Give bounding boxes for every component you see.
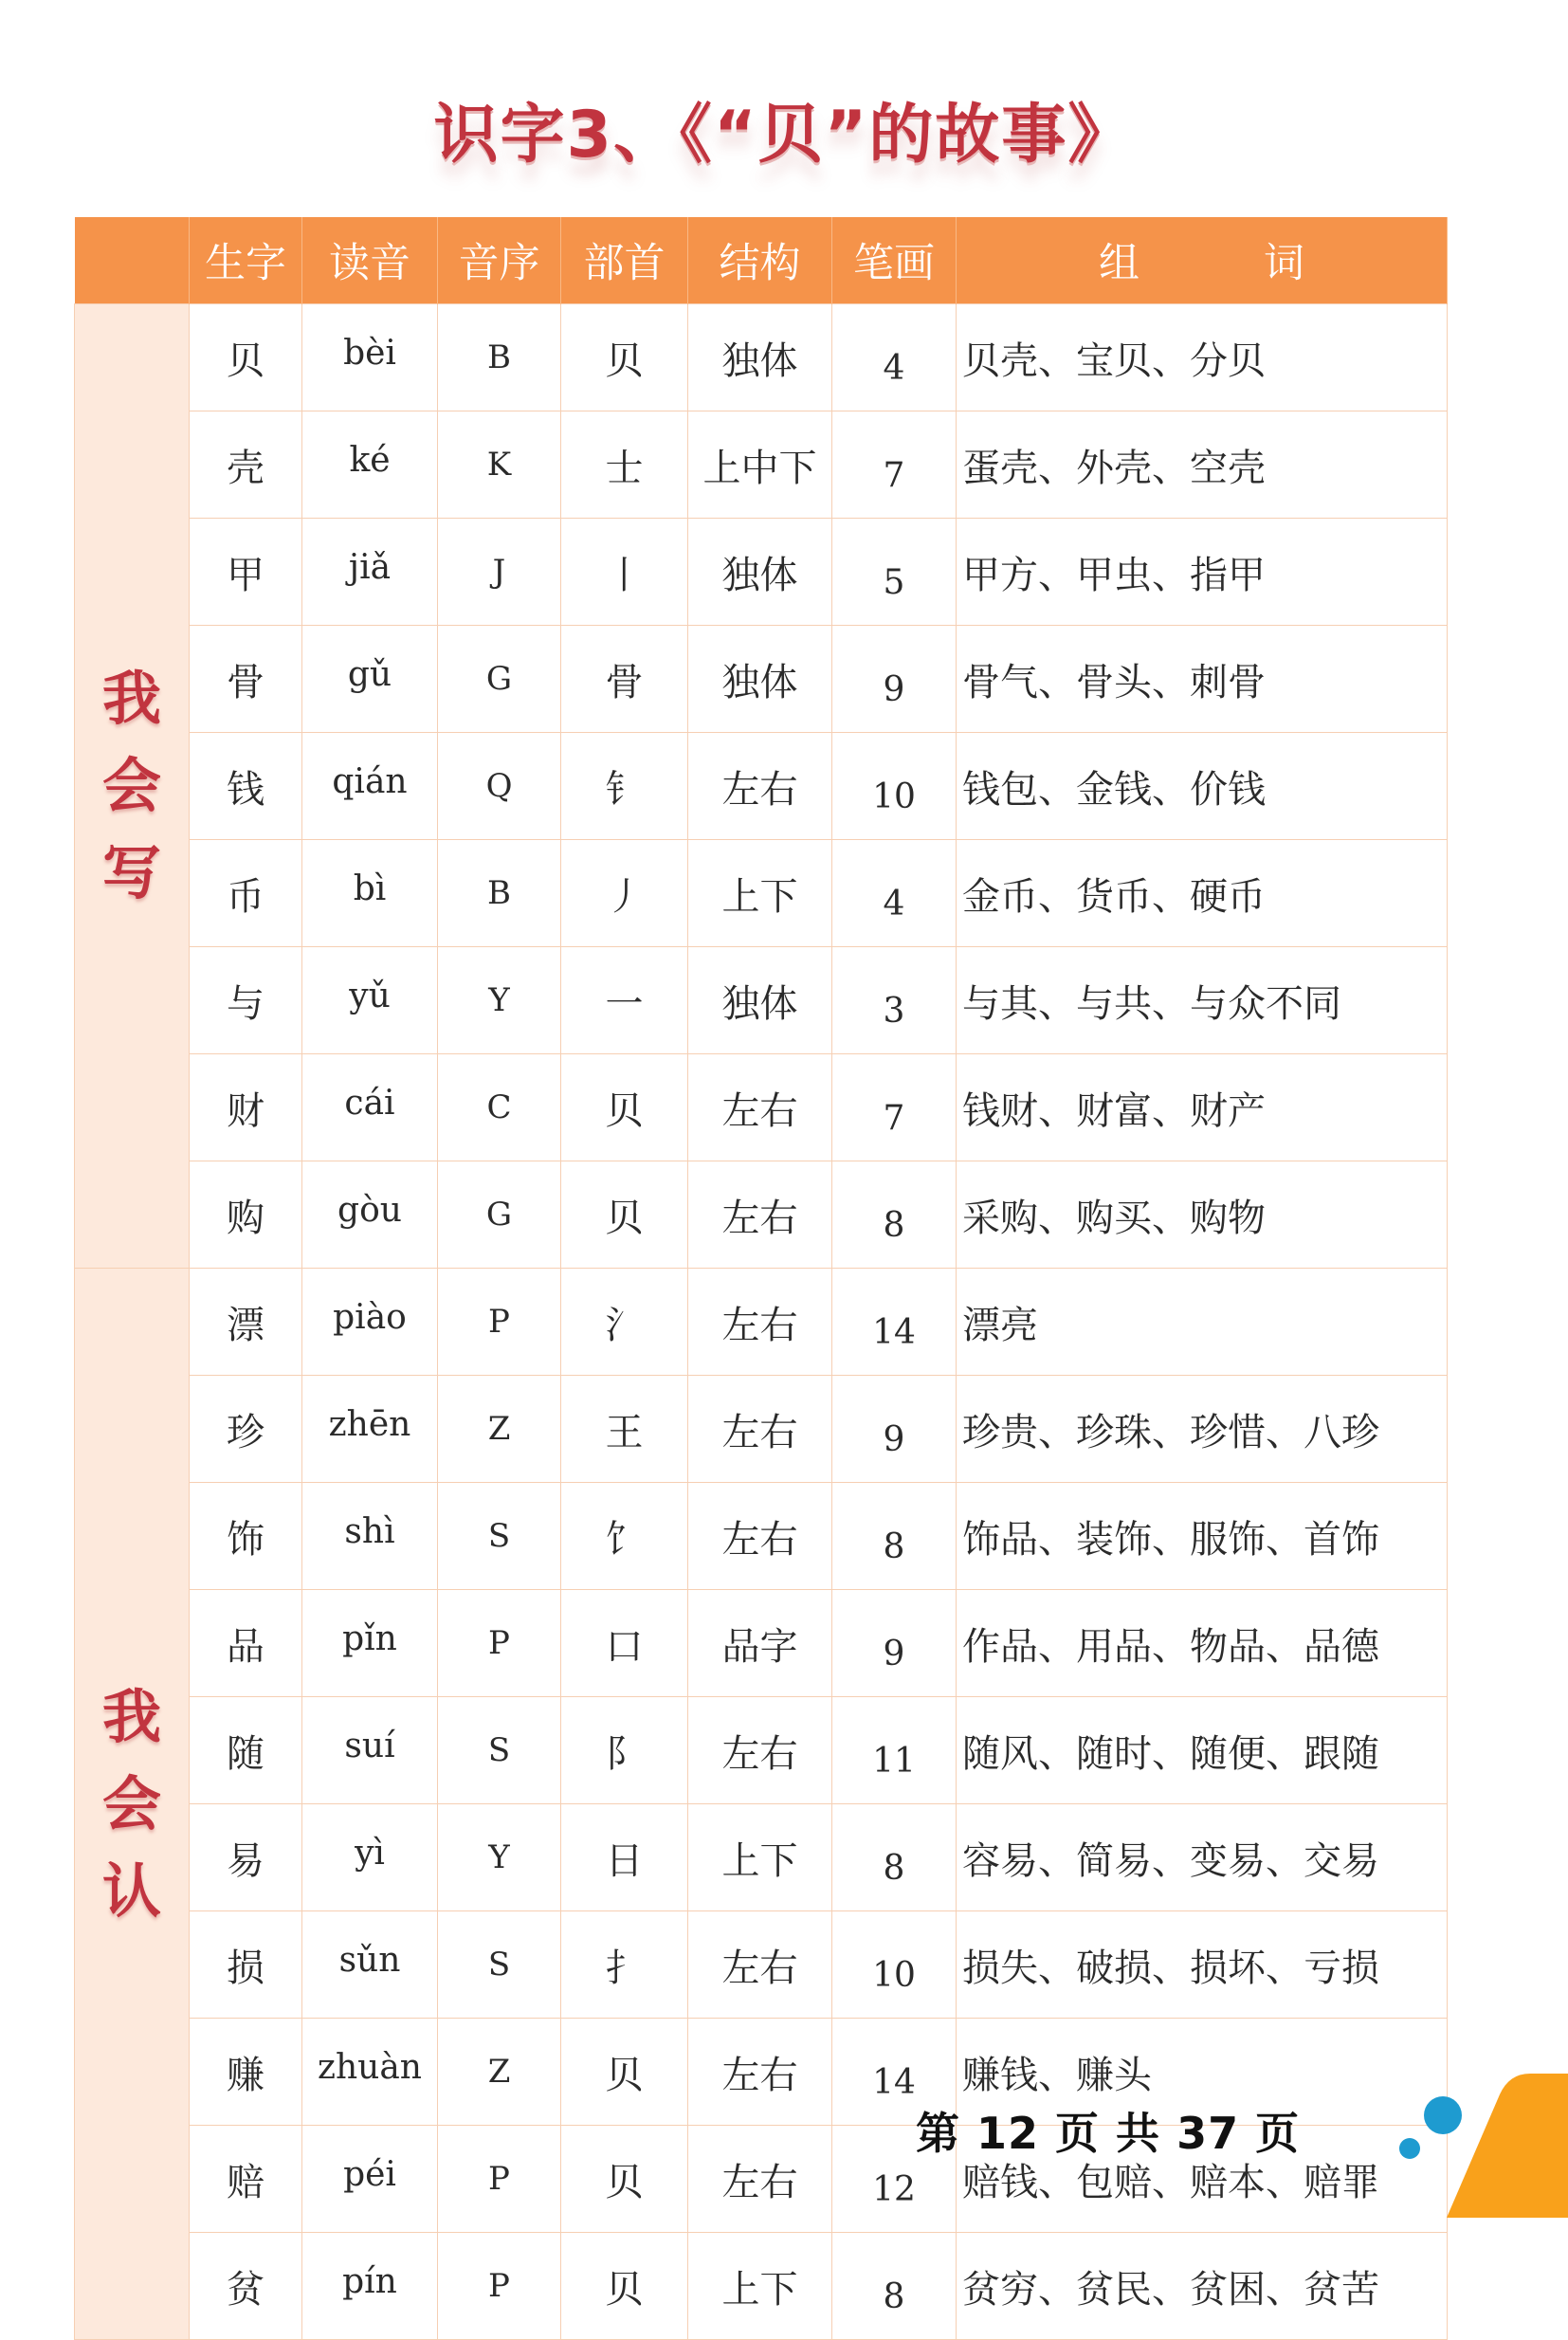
cell-letter: Z [438, 2019, 561, 2126]
cell-radical: 口 [561, 1590, 688, 1697]
table-row [75, 1054, 1448, 1161]
cell-letter: Z [438, 1376, 561, 1483]
cell-pinyin: ké [302, 411, 438, 519]
cell-strokes: 8 [832, 1804, 957, 1911]
cell-letter: S [438, 1911, 561, 2019]
cell-words: 甲方、甲虫、指甲 [957, 519, 1448, 626]
table-row [75, 411, 1448, 519]
cell-structure: 独体 [688, 947, 832, 1054]
cell-letter: K [438, 411, 561, 519]
cell-words: 采购、购买、购物 [957, 1161, 1448, 1269]
cell-radical: 丨 [561, 519, 688, 626]
cell-strokes: 3 [832, 947, 957, 1054]
cell-words: 珍贵、珍珠、珍惜、八珍 [957, 1376, 1448, 1483]
table-row [75, 840, 1448, 947]
cell-letter: J [438, 519, 561, 626]
cell-strokes: 11 [832, 1697, 957, 1804]
cell-char: 财 [190, 1054, 302, 1161]
cell-structure: 左右 [688, 1161, 832, 1269]
table-row [75, 2233, 1448, 2340]
cell-letter: P [438, 2233, 561, 2340]
cell-words: 金币、货币、硬币 [957, 840, 1448, 947]
cell-pinyin: suí [302, 1697, 438, 1804]
cell-pinyin: yǔ [302, 947, 438, 1054]
cell-letter: P [438, 1269, 561, 1376]
cell-char: 品 [190, 1590, 302, 1697]
cell-structure: 品字 [688, 1590, 832, 1697]
cell-letter: G [438, 1161, 561, 1269]
cell-strokes: 14 [832, 1269, 957, 1376]
cell-structure: 上下 [688, 840, 832, 947]
cell-radical: 丿 [561, 840, 688, 947]
cell-pinyin: cái [302, 1054, 438, 1161]
cell-radical: 骨 [561, 626, 688, 733]
cell-strokes: 4 [832, 840, 957, 947]
cell-pinyin: qián [302, 733, 438, 840]
cell-words: 容易、简易、变易、交易 [957, 1804, 1448, 1911]
corner-decoration [1388, 2028, 1568, 2218]
cell-radical: 贝 [561, 2233, 688, 2340]
cell-pinyin: pǐn [302, 1590, 438, 1697]
cell-structure: 左右 [688, 2126, 832, 2233]
cell-radical: 王 [561, 1376, 688, 1483]
cell-words: 贝壳、宝贝、分贝 [957, 304, 1448, 411]
cell-pinyin: bèi [302, 304, 438, 411]
cell-letter: S [438, 1483, 561, 1590]
cell-pinyin: piào [302, 1269, 438, 1376]
cell-pinyin: bì [302, 840, 438, 947]
cell-char: 易 [190, 1804, 302, 1911]
section-label-write: 我 会 写 [75, 304, 190, 1269]
cell-words: 饰品、装饰、服饰、首饰 [957, 1483, 1448, 1590]
header-pinyin: 读音 [302, 217, 438, 304]
cell-words: 随风、随时、随便、跟随 [957, 1697, 1448, 1804]
blue-dot-small [1399, 2138, 1420, 2159]
cell-radical: 钅 [561, 733, 688, 840]
table-row [75, 1804, 1448, 1911]
cell-letter: P [438, 1590, 561, 1697]
cell-structure: 上下 [688, 1804, 832, 1911]
blue-dot-large [1424, 2096, 1462, 2134]
cell-structure: 左右 [688, 1269, 832, 1376]
table-row [75, 1161, 1448, 1269]
header-strokes: 笔画 [832, 217, 957, 304]
cell-char: 珍 [190, 1376, 302, 1483]
header-letter: 音序 [438, 217, 561, 304]
cell-structure: 独体 [688, 304, 832, 411]
cell-words: 损失、破损、损坏、亏损 [957, 1911, 1448, 2019]
cell-structure: 左右 [688, 1376, 832, 1483]
cell-char: 与 [190, 947, 302, 1054]
cell-strokes: 9 [832, 1376, 957, 1483]
cell-letter: Q [438, 733, 561, 840]
cell-words: 钱财、财富、财产 [957, 1054, 1448, 1161]
cell-pinyin: gǔ [302, 626, 438, 733]
cell-pinyin: pín [302, 2233, 438, 2340]
cell-char: 损 [190, 1911, 302, 2019]
cell-structure: 左右 [688, 733, 832, 840]
cell-words: 作品、用品、物品、品德 [957, 1590, 1448, 1697]
table-row [75, 626, 1448, 733]
table-row [75, 947, 1448, 1054]
table-row [75, 1590, 1448, 1697]
cell-pinyin: gòu [302, 1161, 438, 1269]
cell-strokes: 7 [832, 411, 957, 519]
cell-char: 甲 [190, 519, 302, 626]
cell-char: 赚 [190, 2019, 302, 2126]
cell-letter: S [438, 1697, 561, 1804]
cell-letter: C [438, 1054, 561, 1161]
table-row [75, 1269, 1448, 1376]
cell-char: 壳 [190, 411, 302, 519]
cell-words: 赔钱、包赔、赔本、赔罪 [957, 2126, 1448, 2233]
cell-pinyin: shì [302, 1483, 438, 1590]
cell-radical: 扌 [561, 1911, 688, 2019]
cell-char: 赔 [190, 2126, 302, 2233]
cell-strokes: 8 [832, 1161, 957, 1269]
cell-structure: 左右 [688, 2019, 832, 2126]
cell-pinyin: péi [302, 2126, 438, 2233]
cell-letter: B [438, 840, 561, 947]
table-row [75, 304, 1448, 411]
cell-pinyin: yì [302, 1804, 438, 1911]
cell-radical: 贝 [561, 1054, 688, 1161]
orange-shape [1447, 2074, 1568, 2218]
cell-words: 漂亮 [957, 1269, 1448, 1376]
section-label-recognize: 我 会 认 [75, 1269, 190, 2340]
cell-radical: 贝 [561, 1161, 688, 1269]
cell-radical: 士 [561, 411, 688, 519]
header-char: 生字 [190, 217, 302, 304]
cell-strokes: 10 [832, 1911, 957, 2019]
cell-char: 骨 [190, 626, 302, 733]
page-number: 第 12 页 共 37 页 [916, 2108, 1301, 2159]
page-title: 识字3、《“贝”的故事》 [433, 98, 1135, 173]
table-row [75, 1911, 1448, 2019]
cell-pinyin: jiǎ [302, 519, 438, 626]
cell-strokes: 8 [832, 2233, 957, 2340]
cell-strokes: 9 [832, 626, 957, 733]
cell-char: 币 [190, 840, 302, 947]
cell-words: 骨气、骨头、刺骨 [957, 626, 1448, 733]
cell-char: 钱 [190, 733, 302, 840]
cell-char: 购 [190, 1161, 302, 1269]
cell-char: 漂 [190, 1269, 302, 1376]
table-row [75, 733, 1448, 840]
cell-structure: 左右 [688, 1483, 832, 1590]
cell-structure: 独体 [688, 626, 832, 733]
cell-strokes: 5 [832, 519, 957, 626]
cell-radical: 氵 [561, 1269, 688, 1376]
cell-pinyin: zhēn [302, 1376, 438, 1483]
cell-strokes: 8 [832, 1483, 957, 1590]
cell-words: 钱包、金钱、价钱 [957, 733, 1448, 840]
cell-radical: 阝 [561, 1697, 688, 1804]
cell-char: 贫 [190, 2233, 302, 2340]
cell-pinyin: sǔn [302, 1911, 438, 2019]
cell-structure: 独体 [688, 519, 832, 626]
cell-words: 与其、与共、与众不同 [957, 947, 1448, 1054]
cell-char: 贝 [190, 304, 302, 411]
cell-structure: 上中下 [688, 411, 832, 519]
cell-radical: 贝 [561, 2019, 688, 2126]
header-radical: 部首 [561, 217, 688, 304]
vocabulary-table [74, 217, 1448, 2340]
header-blank [75, 217, 190, 304]
cell-structure: 左右 [688, 1054, 832, 1161]
cell-radical: 贝 [561, 2126, 688, 2233]
cell-words: 蛋壳、外壳、空壳 [957, 411, 1448, 519]
header-structure: 结构 [688, 217, 832, 304]
cell-letter: Y [438, 947, 561, 1054]
cell-char: 随 [190, 1697, 302, 1804]
cell-strokes: 7 [832, 1054, 957, 1161]
cell-structure: 左右 [688, 1911, 832, 2019]
cell-letter: P [438, 2126, 561, 2233]
table-row [75, 519, 1448, 626]
cell-words: 赚钱、赚头 [957, 2019, 1448, 2126]
cell-strokes: 14 [832, 2019, 957, 2126]
cell-radical: 日 [561, 1804, 688, 1911]
cell-radical: 一 [561, 947, 688, 1054]
cell-structure: 左右 [688, 1697, 832, 1804]
cell-letter: G [438, 626, 561, 733]
cell-words: 贫穷、贫民、贫困、贫苦 [957, 2233, 1448, 2340]
cell-char: 饰 [190, 1483, 302, 1590]
cell-radical: 饣 [561, 1483, 688, 1590]
cell-strokes: 9 [832, 1590, 957, 1697]
cell-structure: 上下 [688, 2233, 832, 2340]
cell-letter: B [438, 304, 561, 411]
table-row [75, 1697, 1448, 1804]
cell-radical: 贝 [561, 304, 688, 411]
cell-strokes: 4 [832, 304, 957, 411]
table-header-row [75, 217, 1448, 304]
cell-strokes: 10 [832, 733, 957, 840]
cell-letter: Y [438, 1804, 561, 1911]
cell-pinyin: zhuàn [302, 2019, 438, 2126]
table-row [75, 1376, 1448, 1483]
cell-strokes: 12 [832, 2126, 957, 2233]
table-row [75, 1483, 1448, 1590]
header-words: 组 词 [957, 217, 1448, 304]
